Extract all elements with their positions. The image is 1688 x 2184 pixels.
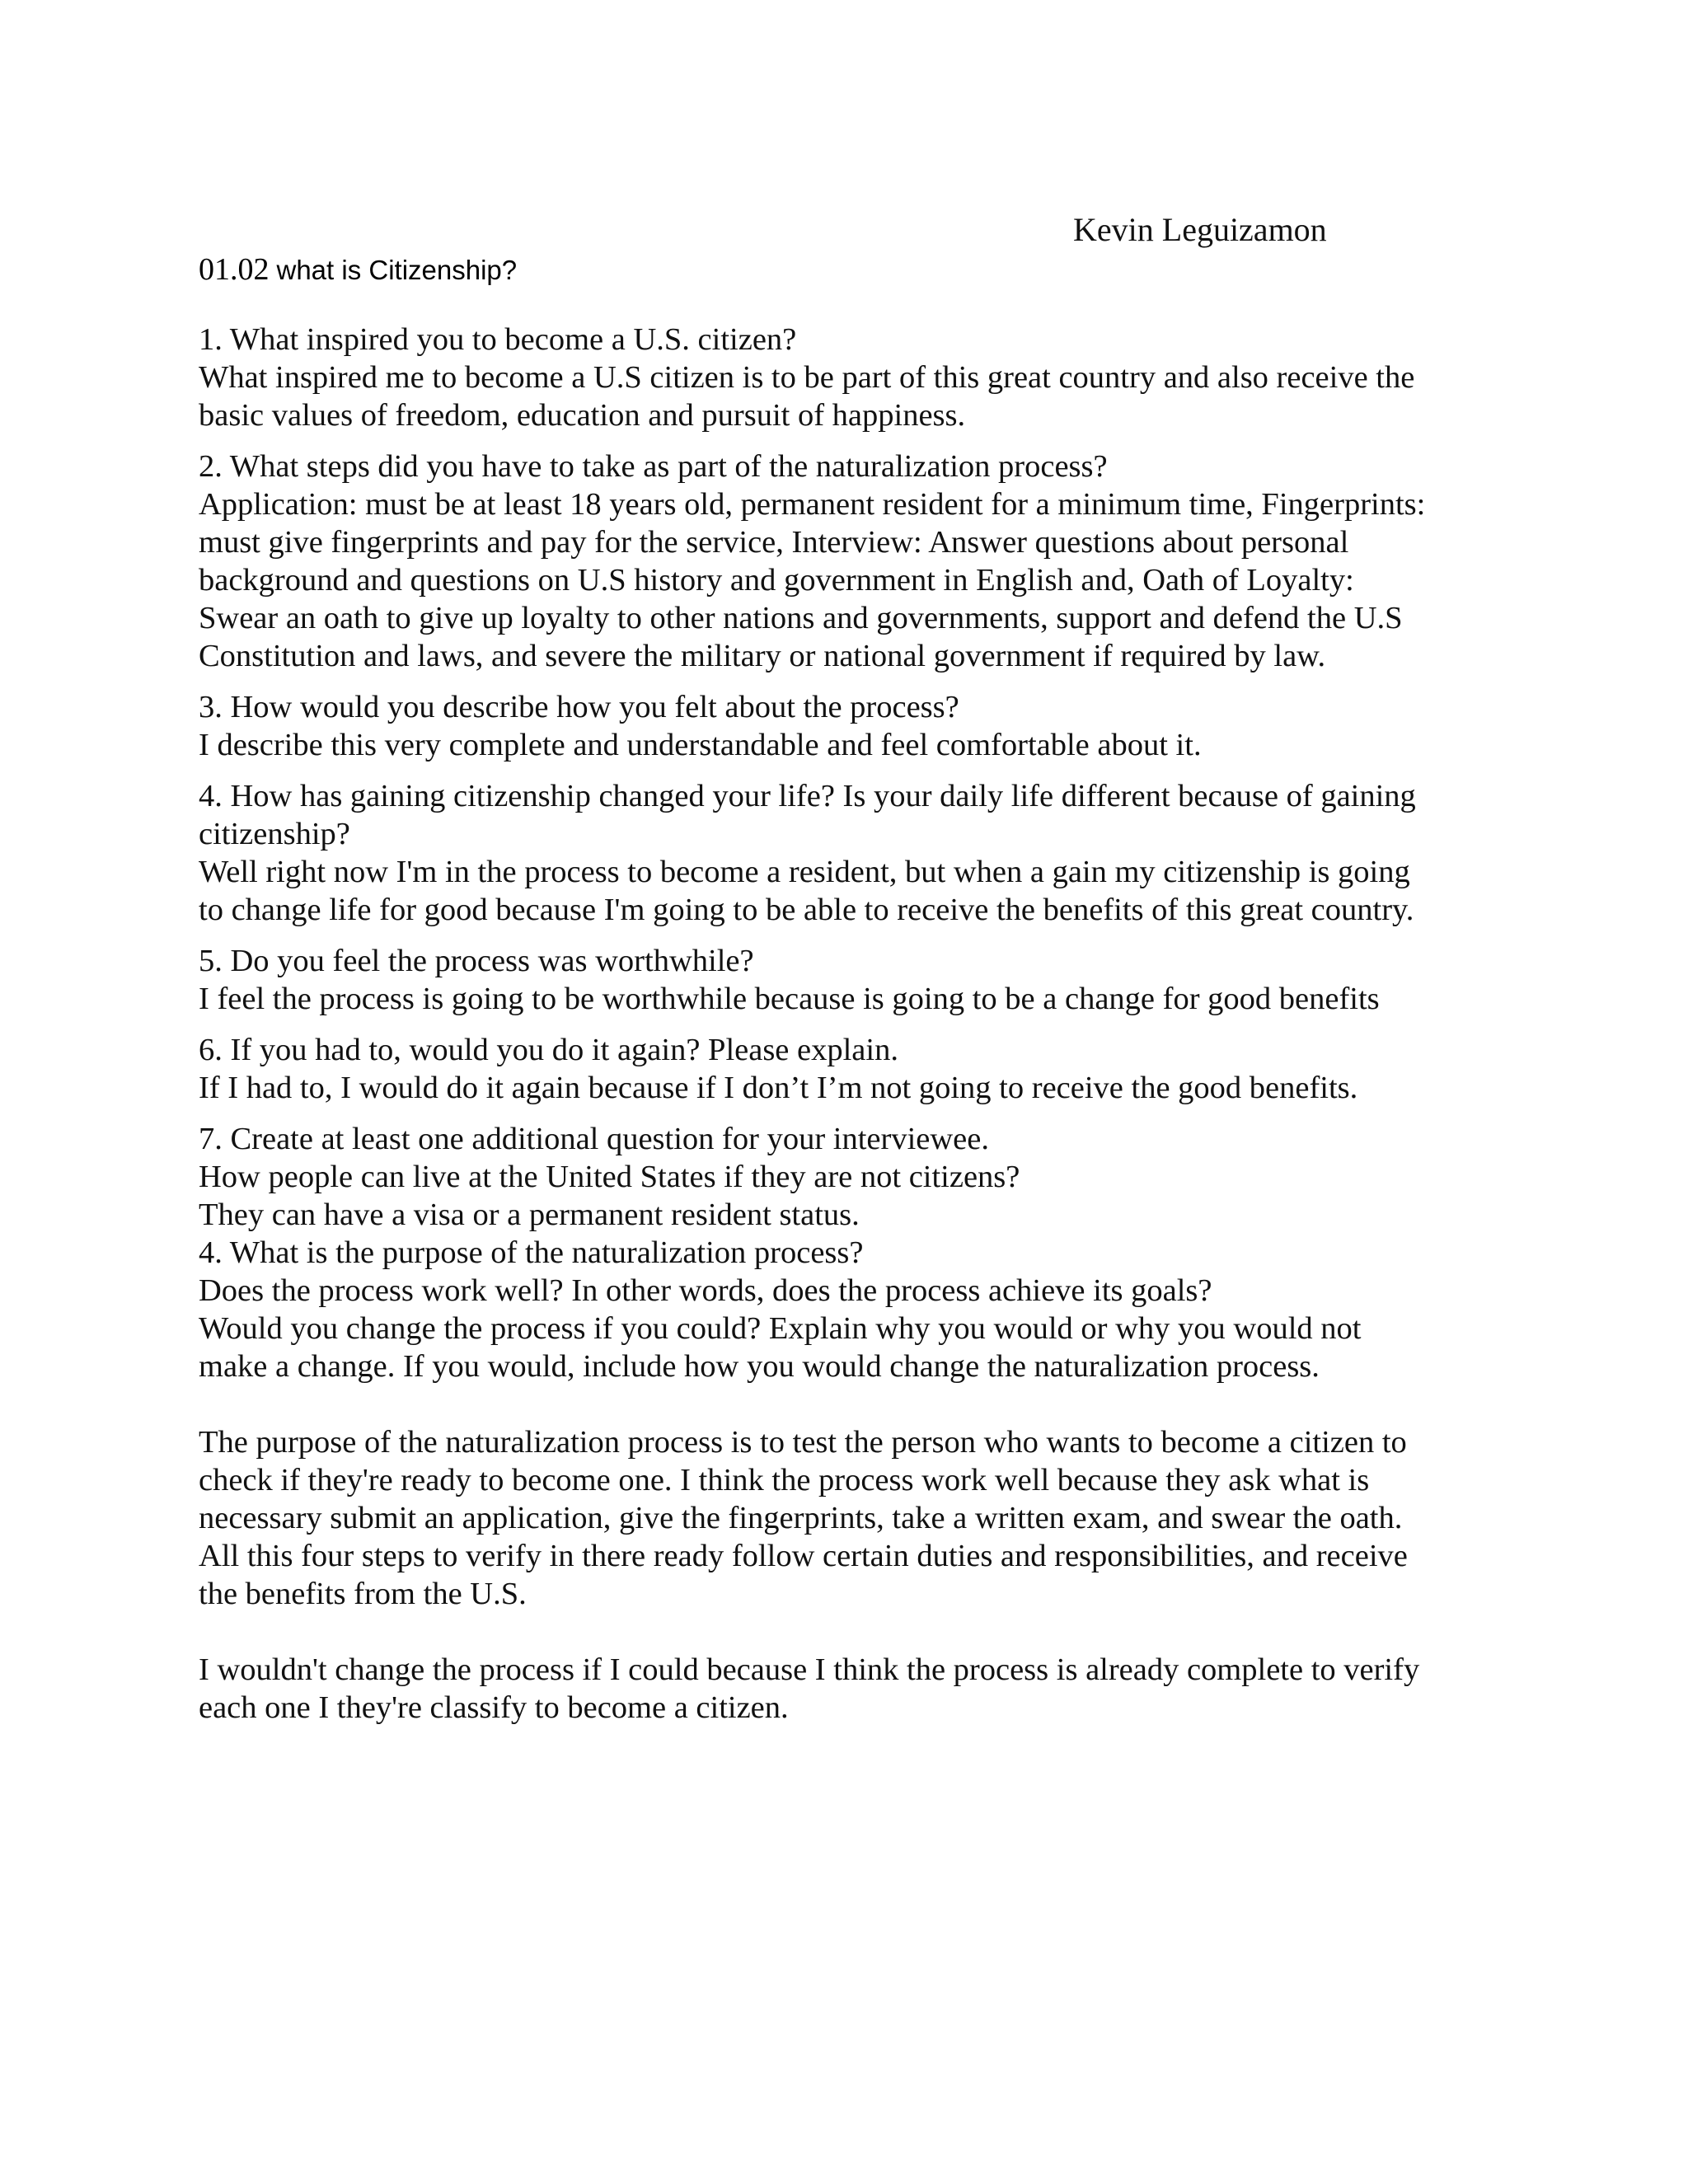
question-6: 6. If you had to, would you do it again? Please explain. (199, 1033, 898, 1067)
answer-line: I describe this very complete and understandable and feel comfortable about it. (199, 728, 1202, 762)
question-5: 5. Do you feel the process was worthwhile? (199, 944, 754, 978)
answer-line: I feel the process is going to be worthwhile because is going to be a change for good benefits (199, 982, 1380, 1016)
assignment-title: what is Citizenship? (276, 255, 518, 285)
assignment-heading (199, 250, 517, 290)
question-block-5 (199, 942, 1501, 1018)
paragraph-line: each one I they're classify to become a citizen. (199, 1690, 789, 1725)
question-block-3 (199, 688, 1501, 764)
question-1: 1. What inspired you to become a U.S. citizen? (199, 322, 797, 357)
text-line: 4. What is the purpose of the naturalization process? (199, 1235, 864, 1270)
text-line: make a change. If you would, include how you would change the naturalization process. (199, 1349, 1320, 1384)
answer-line: What inspired me to become a U.S citizen is to be part of this great country and also receive the (199, 360, 1415, 395)
question-2: 2. What steps did you have to take as part of the naturalization process? (199, 449, 1108, 484)
question-3: 3. How would you describe how you felt about the process? (199, 690, 959, 724)
question-block-6 (199, 1031, 1501, 1107)
paragraph-line: check if they're ready to become one. I think the process work well because they ask what is (199, 1463, 1370, 1497)
question-4: 4. How has gaining citizenship changed your life? Is your daily life different because of gaining (199, 779, 1416, 813)
question-block-1 (199, 321, 1501, 434)
answer-line: to change life for good because I'm going to be able to receive the benefits of this great country. (199, 893, 1414, 927)
assignment-number: 01.02 (199, 252, 270, 287)
paragraph-line: the benefits from the U.S. (199, 1577, 527, 1611)
question-7: 7. Create at least one additional question for your interviewee. (199, 1122, 989, 1156)
question-block-2 (199, 448, 1501, 675)
question-block-4 (199, 777, 1501, 929)
text-line: Does the process work well? In other words, does the process achieve its goals? (199, 1273, 1212, 1308)
answer-line: basic values of freedom, education and pursuit of happiness. (199, 398, 966, 433)
text-line: How people can live at the United States if they are not citizens? (199, 1160, 1020, 1194)
answer-line: Well right now I'm in the process to become a resident, but when a gain my citizenship is going (199, 855, 1410, 889)
answer-line: Swear an oath to give up loyalty to other nations and governments, support and defend the U.S (199, 601, 1403, 635)
author-name: Kevin Leguizamon (1073, 211, 1327, 248)
question-block-7 (199, 1120, 1501, 1385)
paragraph-line: I wouldn't change the process if I could because I think the process is already complete to verify (199, 1652, 1420, 1687)
question-4-continued: citizenship? (199, 817, 350, 851)
paragraph-line: necessary submit an application, give the fingerprints, take a written exam, and swear the oath. (199, 1501, 1403, 1535)
document-body (199, 321, 1501, 1727)
paragraph-1 (199, 1423, 1501, 1613)
answer-line: If I had to, I would do it again because if I don’t I’m not going to receive the good benefits. (199, 1071, 1358, 1105)
text-line: Would you change the process if you could? Explain why you would or why you would not (199, 1311, 1362, 1346)
answer-line: Constitution and laws, and severe the military or national government if required by law. (199, 639, 1326, 673)
paragraph-line: The purpose of the naturalization process is to test the person who wants to become a citizen to (199, 1425, 1407, 1460)
paragraph-line: All this four steps to verify in there ready follow certain duties and responsibilities, and receive (199, 1539, 1408, 1573)
answer-line: background and questions on U.S history and government in English and, Oath of Loyalty: (199, 563, 1354, 598)
answer-line: must give fingerprints and pay for the service, Interview: Answer questions about personal (199, 525, 1349, 560)
answer-line: Application: must be at least 18 years old, permanent resident for a minimum time, Fingerprints: (199, 487, 1426, 522)
paragraph-2 (199, 1651, 1501, 1727)
text-line: They can have a visa or a permanent resident status. (199, 1197, 860, 1232)
